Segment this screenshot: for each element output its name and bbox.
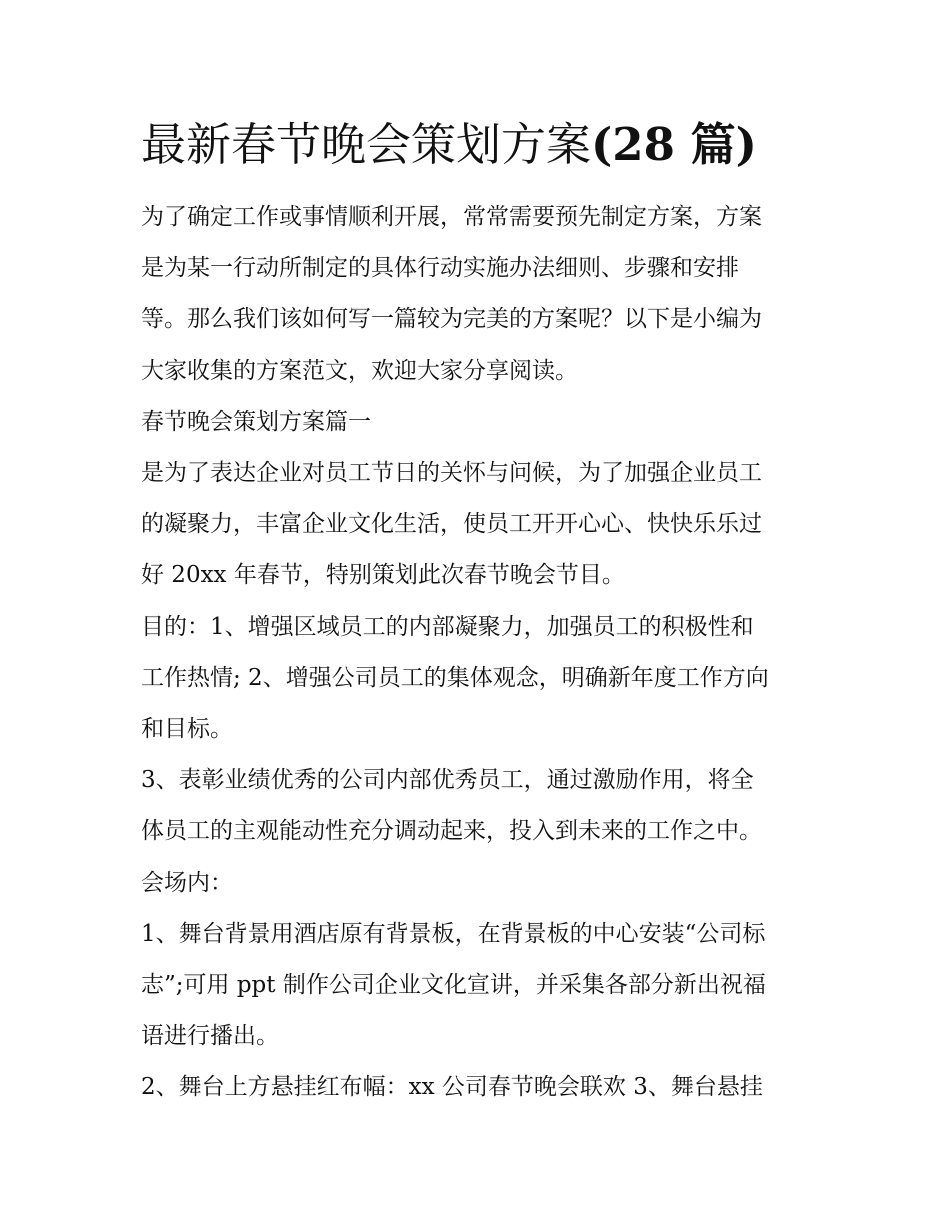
title-text: 最新春节晚会策划方案 — [141, 118, 592, 171]
text-line: 好 20xx 年春节，特别策划此次春节晚会节目。 — [141, 562, 625, 589]
section-heading: 春节晚会策划方案篇一 — [141, 408, 371, 435]
text-line: 目的：1、增强区域员工的内部凝聚力，加强员工的积极性和 — [141, 613, 754, 640]
text-line: 工作热情; 2、增强公司员工的集体观念，明确新年度工作方向 — [141, 664, 769, 691]
text-line: 语进行播出。 — [141, 1023, 279, 1050]
title-count: (28 篇) — [591, 118, 757, 171]
text-line: 3、表彰业绩优秀的公司内部优秀员工，通过激励作用，将全 — [141, 767, 754, 794]
text-line: 等。那么我们该如何写一篇较为完美的方案呢？以下是小编为 — [141, 306, 762, 333]
text-line: 会场内： — [141, 869, 233, 896]
text-line: 志”;可用 ppt 制作公司企业文化宣讲，并采集各部分新出祝福 — [141, 972, 766, 999]
text-line: 为了确定工作或事情顺利开展，常常需要预先制定方案，方案 — [141, 204, 762, 230]
text-line: 和目标。 — [141, 716, 233, 743]
document-title — [141, 112, 821, 178]
text-line: 的凝聚力，丰富企业文化生活，使员工开开心心、快快乐乐过 — [141, 511, 762, 538]
text-line: 体员工的主观能动性充分调动起来，投入到未来的工作之中。 — [141, 818, 762, 845]
text-line: 是为了表达企业对员工节日的关怀与问候，为了加强企业员工 — [141, 460, 762, 487]
text-line: 是为某一行动所制定的具体行动实施办法细则、步骤和安排 — [141, 255, 739, 282]
text-line: 1、舞台背景用酒店原有背景板，在背景板的中心安装“公司标 — [141, 920, 766, 947]
document-page — [141, 112, 821, 1114]
document-body — [141, 192, 821, 1114]
text-line: 大家收集的方案范文，欢迎大家分享阅读。 — [141, 357, 578, 384]
text-line: 2、舞台上方悬挂红布幅：xx 公司春节晚会联欢 3、舞台悬挂 — [141, 1074, 763, 1101]
